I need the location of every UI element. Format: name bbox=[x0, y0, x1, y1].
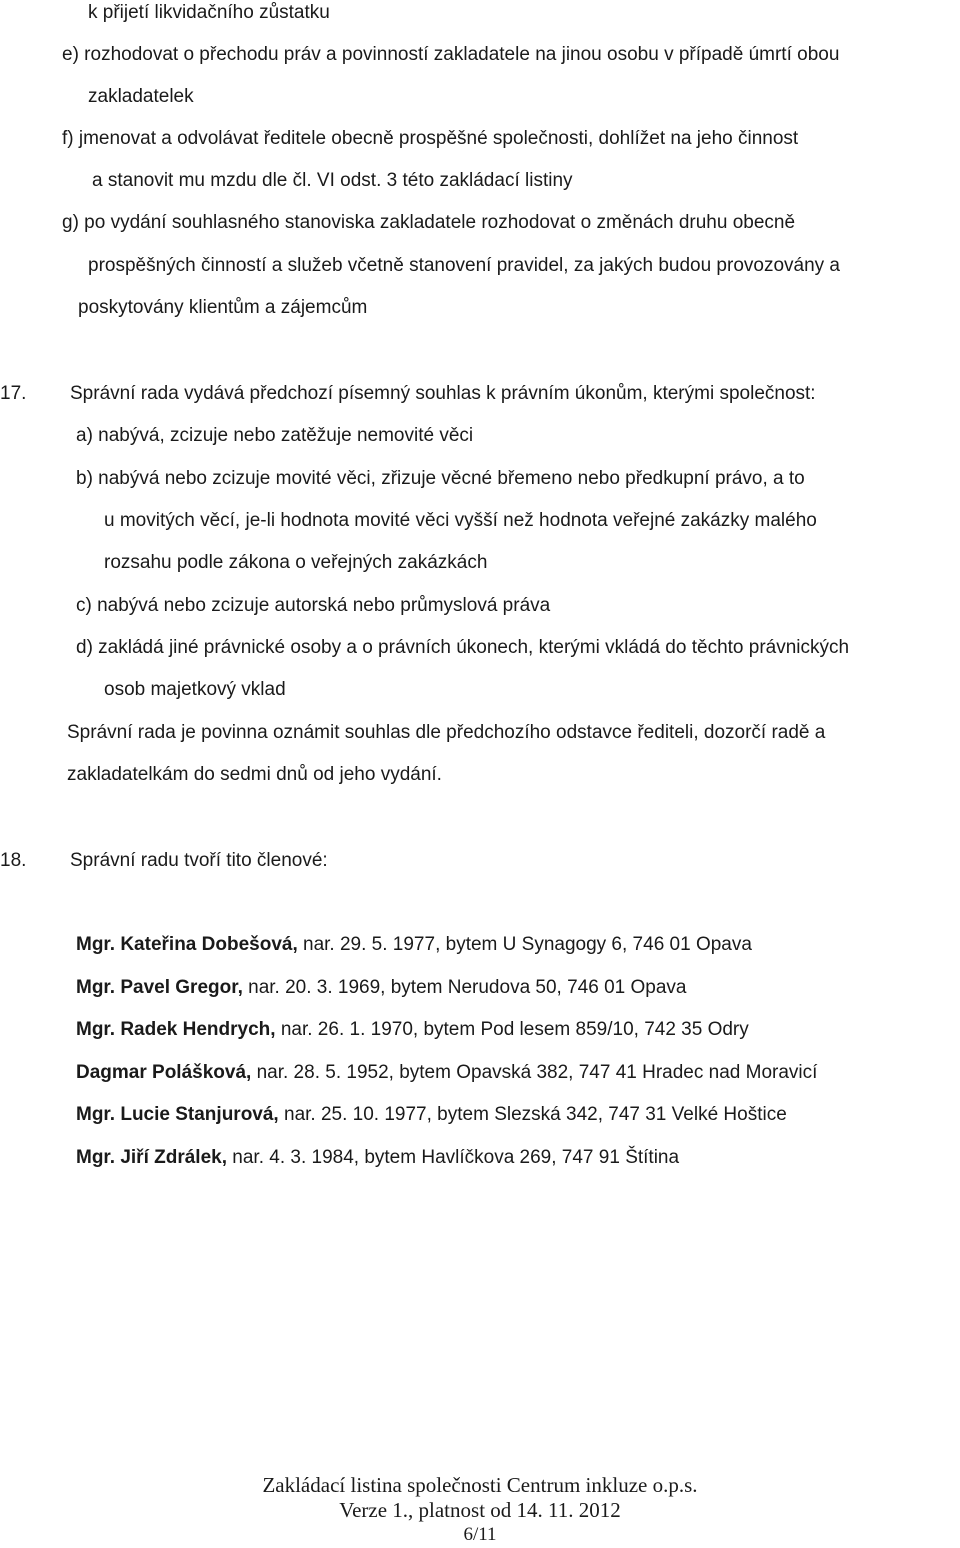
board-member-name: Mgr. Jiří Zdrálek, bbox=[76, 1147, 227, 1168]
board-member-details: nar. 29. 5. 1977, bytem U Synagogy 6, 746 01 Opava bbox=[297, 934, 752, 955]
section-17-heading: Správní rada vydává předchozí písemný souhlas k právním úkonům, kterými společnost: bbox=[70, 383, 816, 404]
section-17-item-a: a) nabývá, zcizuje nebo zatěžuje nemovité věci bbox=[76, 425, 474, 446]
board-member-details: nar. 4. 3. 1984, bytem Havlíčkova 269, 747 91 Štítina bbox=[227, 1147, 680, 1168]
list-item-g-cont2: poskytovány klientům a zájemcům bbox=[78, 297, 368, 318]
board-member-name: Mgr. Kateřina Dobešová, bbox=[76, 934, 298, 955]
section-17-item-b-cont: u movitých věcí, je-li hodnota movité věci vyšší než hodnota veřejné zakázky malého bbox=[104, 510, 817, 531]
list-item-f: f) jmenovat a odvolávat ředitele obecně prospěšné společnosti, dohlížet na jeho činnost bbox=[62, 128, 799, 149]
section-17-item-d-cont: osob majetkový vklad bbox=[104, 679, 286, 700]
section-18-number: 18. bbox=[0, 850, 27, 871]
list-item-g: g) po vydání souhlasného stanoviska zakladatele rozhodovat o změnách druhu obecně bbox=[62, 212, 796, 233]
section-17-item-c: c) nabývá nebo zcizuje autorská nebo průmyslová práva bbox=[76, 595, 551, 616]
section-18-heading: Správní radu tvoří tito členové: bbox=[70, 850, 328, 871]
list-item-f-cont-b: 3 této zakládací listiny bbox=[386, 170, 573, 191]
board-member-details: nar. 26. 1. 1970, bytem Pod lesem 859/10, 742 35 Odry bbox=[275, 1019, 749, 1040]
list-item-f-cont bbox=[92, 169, 573, 193]
footer-version: Verze 1., platnost od 14. 11. 2012 bbox=[339, 1498, 621, 1522]
list-item-e: e) rozhodovat o přechodu práv a povinností zakladatele na jinou osobu v případě úmrtí obou bbox=[62, 44, 840, 65]
section-17-item-b-cont2: rozsahu podle zákona o veřejných zakázkách bbox=[104, 552, 488, 573]
board-member bbox=[76, 976, 686, 1000]
list-item-e-cont: zakladatelek bbox=[88, 86, 194, 107]
board-member bbox=[76, 1061, 817, 1085]
board-member-details: nar. 28. 5. 1952, bytem Opavská 382, 747 41 Hradec nad Moravicí bbox=[251, 1062, 818, 1083]
board-member-details: nar. 25. 10. 1977, bytem Slezská 342, 747 31 Velké Hoštice bbox=[278, 1104, 787, 1125]
footer-document-title: Zakládací listina společnosti Centrum inkluze o.p.s. bbox=[262, 1473, 698, 1497]
section-17-item-b: b) nabývá nebo zcizuje movité věci, zřizuje věcné břemeno nebo předkupní právo, a to bbox=[76, 468, 805, 489]
board-member-name: Dagmar Polášková, bbox=[76, 1062, 252, 1083]
board-member bbox=[76, 1018, 749, 1042]
board-member bbox=[76, 933, 752, 957]
section-17-item-d: d) zakládá jiné právnické osoby a o právních úkonech, kterými vkládá do těchto právnických bbox=[76, 637, 850, 658]
footer-page-number: 6/11 bbox=[463, 1524, 497, 1545]
board-member bbox=[76, 1146, 679, 1170]
board-member-details: nar. 20. 3. 1969, bytem Nerudova 50, 746 01 Opava bbox=[242, 977, 687, 998]
board-member-name: Mgr. Lucie Stanjurová, bbox=[76, 1104, 279, 1125]
board-member bbox=[76, 1103, 787, 1127]
list-item-d-end: k přijetí likvidačního zůstatku bbox=[88, 2, 330, 23]
list-item-f-cont-a: a stanovit mu mzdu dle čl. VI odst. bbox=[92, 170, 382, 191]
section-17-notice: Správní rada je povinna oznámit souhlas dle předchozího odstavce řediteli, dozorčí radě a bbox=[67, 722, 826, 743]
list-item-g-cont: prospěšných činností a služeb včetně stanovení pravidel, za jakých budou provozovány a bbox=[88, 255, 841, 276]
board-member-name: Mgr. Radek Hendrych, bbox=[76, 1019, 276, 1040]
section-17-notice-cont: zakladatelkám do sedmi dnů od jeho vydání. bbox=[67, 764, 442, 785]
board-member-name: Mgr. Pavel Gregor, bbox=[76, 977, 243, 998]
section-17-number: 17. bbox=[0, 383, 27, 404]
